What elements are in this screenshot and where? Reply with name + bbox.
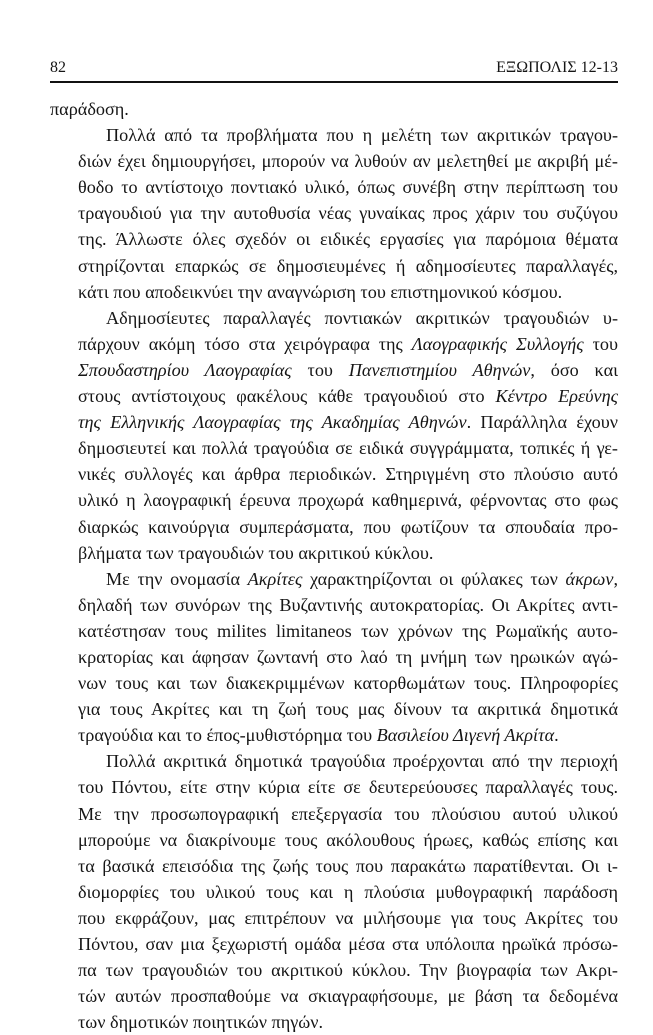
text-line: διών έχει δημιουργήσει, μπορούν να λυθούν αν μελετηθεί με ακριβή μέ- bbox=[78, 151, 618, 172]
text-line: διομορφίες του υλικού τους και η πλούσια μυθογραφική παράδοση bbox=[78, 881, 618, 902]
text-line: υλικό η λαογραφική έρευνα προχωρά καθημερινά, φέρνοντας στο φως bbox=[78, 490, 618, 511]
text-line: τα βασικά επεισόδια της ζωής τους που παρακάτω παρατίθενται. Οι ι- bbox=[78, 855, 618, 876]
text-line: Πόντου, σαν μια ξεχωριστή ομάδα μέσα στα υπόλοιπα ηρωϊκά πρόσω- bbox=[78, 934, 618, 954]
text-line: πα των τραγουδιών του ακριτικού κύκλου. Την βιογραφία των Ακρι- bbox=[78, 960, 618, 981]
text-line: κάτι που αποδεικνύει την αναγνώριση του επιστημονικού κόσμου. bbox=[78, 281, 563, 302]
text-line: Πολλά ακριτικά δημοτικά τραγούδια προέρχονται από την περιοχή bbox=[106, 751, 618, 772]
paragraph bbox=[50, 96, 618, 122]
text-line: δηλαδή των συνόρων της Βυζαντινής αυτοκρατορίας. Οι Ακρίτες αντι- bbox=[78, 594, 618, 615]
text-line: νων τους και των διακεκριμμένων κατορθωμάτων τους. Πληροφορίες bbox=[78, 673, 618, 694]
text-line: τών αυτών προσπαθούμε να σκιαγραφήσουμε, με βάση τα δεδομένα bbox=[78, 986, 618, 1007]
paragraph bbox=[50, 748, 618, 1035]
body-text bbox=[50, 96, 618, 1035]
running-title: ΕΞΩΠΟΛΙΣ 12-13 bbox=[496, 59, 618, 76]
running-header bbox=[50, 57, 618, 83]
text-line: Με την προσωπογραφική επεξεργασία του πλούσιου αυτού υλικού bbox=[78, 803, 618, 824]
paragraph bbox=[50, 566, 618, 749]
text-line: τραγούδια και το έπος-μυθιστόρημα του Βασιλείου Διγενή Ακρίτα. bbox=[78, 725, 559, 746]
text-line: βλήματα των τραγουδιών του ακριτικού κύκλου. bbox=[78, 542, 434, 563]
text-line: στους αντίστοιχους φακέλους κάθε τραγουδιού στο Κέντρο Ερεύνης bbox=[78, 386, 618, 407]
page-number: 82 bbox=[50, 59, 66, 76]
text-line: του Πόντου, είτε στην κύρια είτε σε δευτερεύουσες παραλλαγές τους. bbox=[78, 777, 618, 798]
text-line: διαρκώς καινούργια συμπεράσματα, που φωτίζουν τα σπουδαία προ- bbox=[78, 516, 618, 537]
text-line: της. Άλλωστε όλες σχεδόν οι ειδικές εργασίες για παρόμοια θέματα bbox=[78, 229, 618, 250]
text-line: Αδημοσίευτες παραλλαγές ποντιακών ακριτικών τραγουδιών υ- bbox=[106, 307, 618, 328]
text-line: νικές συλλογές και άρθρα περιοδικών. Στηριγμένη στο πλούσιο αυτό bbox=[78, 464, 618, 485]
text-line: μπορούμε να διακρίνουμε τους ακόλουθους ήρωες, καθώς επίσης και bbox=[78, 829, 618, 850]
text-line: κρατορίας και άφησαν ζωντανή στο λαό τη μνήμη των ηρωικών αγώ- bbox=[78, 646, 618, 667]
text-line: κατέστησαν τους milites limitaneos των χρόνων της Ρωμαϊκής αυτο- bbox=[78, 620, 618, 641]
text-line: Με την ονομασία Ακρίτες χαρακτηρίζονται οι φύλακες των άκρων, bbox=[106, 568, 618, 589]
text-line: που εκφράζουν, μας επιτρέπουν να μιλήσουμε για τους Ακρίτες του bbox=[78, 907, 618, 928]
text-line: δημοσιευτεί και πολλά τραγούδια σε ειδικά συγγράμματα, τοπικές ή γε- bbox=[78, 438, 618, 459]
text-line: θοδο το αντίστοιχο ποντιακό υλικό, όπως συνέβη στην περίπτωση του bbox=[78, 177, 618, 198]
text-line: των δημοτικών ποιητικών πηγών. bbox=[78, 1012, 324, 1033]
text-line: Σπουδαστηρίου Λαογραφίας του Πανεπιστημίου Αθηνών, όσο και bbox=[78, 359, 618, 380]
text-line: της Ελληνικής Λαογραφίας της Ακαδημίας Αθηνών. Παράλληλα έχουν bbox=[78, 412, 618, 433]
text-line: τραγουδιού για την αυτοθυσία νέας γυναίκας προς χάριν του συζύγου bbox=[78, 203, 618, 224]
text-line: πάρχουν ακόμη τόσο στα χειρόγραφα της Λαογραφικής Συλλογής του bbox=[78, 333, 618, 354]
paragraph bbox=[50, 122, 618, 305]
paragraph bbox=[50, 305, 618, 566]
text-line: Πολλά από τα προβλήματα που η μελέτη των ακριτικών τραγου- bbox=[106, 125, 618, 146]
text-line: παράδοση. bbox=[50, 99, 129, 119]
text-line: στηρίζονται επαρκώς σε δημοσιευμένες ή αδημοσίευτες παραλλαγές, bbox=[78, 255, 618, 276]
text-line: για τους Ακρίτες και τη ζωή τους μας δίνουν τα ακριτικά δημοτικά bbox=[78, 699, 618, 720]
